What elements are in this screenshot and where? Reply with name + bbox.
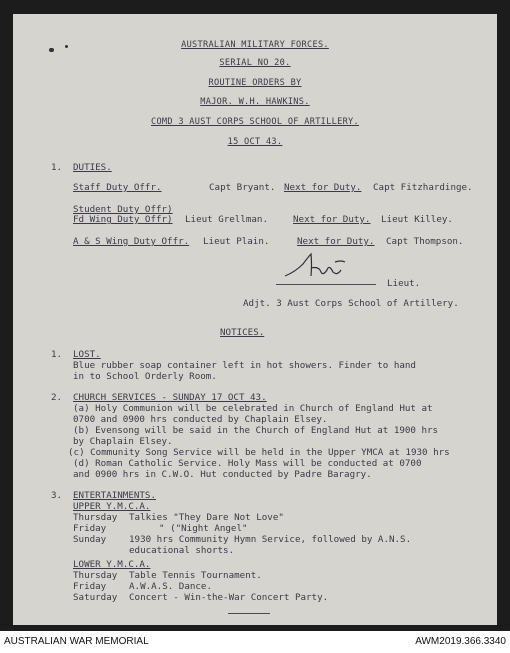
lost-title: LOST. (73, 349, 101, 360)
upper-day-1: Thursday (73, 512, 118, 523)
lower-day-1: Thursday (73, 570, 118, 581)
lost-number: 1. (51, 349, 63, 360)
church-line-3: (b) Evensong will be said in the Church of England Hut at 1900 hrs (73, 425, 439, 436)
upper-day-3: Sunday (73, 534, 107, 545)
entertainment-number: 3. (51, 490, 63, 501)
upper-event-1: Talkies "They Dare Not Love" (129, 512, 284, 523)
church-line-1: (a) Holy Communion will be celebrated in Church of England Hut at (73, 403, 433, 414)
duty-next-label-staff: Next for Duty. (284, 182, 362, 193)
duty-next-name-as-wing: Capt Thompson. (386, 236, 464, 247)
duty-role-as-wing: A & S Wing Duty Offr. (73, 236, 190, 247)
footer-accession-number: AWM2019.366.3340 (415, 636, 506, 647)
upper-event-2: " ("Night Angel" (159, 523, 248, 534)
lower-event-1: Table Tennis Tournament. (129, 570, 262, 581)
signature-rank: Lieut. (387, 278, 421, 289)
duty-name-as-wing: Lieut Plain. (203, 236, 270, 247)
lower-day-2: Friday (73, 581, 107, 592)
church-line-4: by Chaplain Elsey. (73, 436, 173, 447)
lower-ymca-title: LOWER Y.M.C.A. (73, 559, 151, 570)
church-line-5: (c) Community Song Service will be held in the Upper YMCA at 1930 hrs (68, 447, 450, 458)
upper-day-2: Friday (73, 523, 107, 534)
header-line-3: ROUTINE ORDERS BY (208, 78, 302, 88)
duty-next-name-student: Lieut Killey. (381, 214, 453, 225)
church-line-6: (d) Roman Catholic Service. Holy Mass will be conducted at 0700 (73, 458, 422, 469)
lost-line-2: in to School Orderly Room. (73, 371, 217, 382)
lower-event-3: Concert - Win-the-War Concert Party. (129, 592, 329, 603)
header-line-2: SERIAL NO 20. (219, 58, 291, 68)
header-line-6: 15 OCT 43. (227, 137, 283, 147)
duty-name-staff: Capt Bryant. (209, 182, 276, 193)
upper-event-3-cont: educational shorts. (129, 545, 235, 556)
church-line-7: and 0900 hrs in C.W.O. Hut conducted by Padre Baragry. (73, 469, 372, 480)
church-title: CHURCH SERVICES - SUNDAY 17 OCT 43. (73, 392, 267, 403)
signature (281, 250, 361, 284)
lower-day-3: Saturday (73, 592, 118, 603)
header-line-1: AUSTRALIAN MILITARY FORCES. (181, 40, 329, 50)
signature-title: Adjt. 3 Aust Corps School of Artillery. (243, 298, 459, 309)
lower-event-2: A.W.A.S. Dance. (129, 581, 212, 592)
header-line-5: COMD 3 AUST CORPS SCHOOL OF ARTILLERY. (150, 117, 359, 127)
duty-next-name-staff: Capt Fitzhardinge. (373, 182, 473, 193)
end-rule (228, 613, 270, 614)
notices-title: NOTICES. (220, 327, 265, 338)
duty-role-student-a: Student Duty Offr) (73, 204, 173, 215)
duties-number: 1. (51, 162, 63, 173)
header-line-4: MAJOR. W.H. HAWKINS. (200, 97, 310, 107)
footer-institution: AUSTRALIAN WAR MEMORIAL (4, 636, 149, 647)
lost-line-1: Blue rubber soap container left in hot showers. Finder to hand (73, 360, 416, 371)
duties-title: DUTIES. (73, 162, 112, 173)
duty-role-student-b: Fd Wing Duty Offr) (73, 214, 173, 225)
signature-line (276, 284, 376, 285)
duty-role-staff: Staff Duty Offr. (73, 182, 162, 193)
upper-event-3: 1930 hrs Community Hymn Service, followed by A.N.S. (129, 534, 412, 545)
duty-next-label-as-wing: Next for Duty. (297, 236, 375, 247)
entertainment-title: ENTERTAINMENTS. (73, 490, 156, 501)
document-page (13, 14, 497, 625)
upper-ymca-title: UPPER Y.M.C.A. (73, 501, 151, 512)
duty-name-student: Lieut Grellman. (185, 214, 268, 225)
church-number: 2. (51, 392, 63, 403)
duty-next-label-student: Next for Duty. (293, 214, 371, 225)
archive-footer (0, 631, 510, 653)
church-line-2: 0700 and 0900 hrs conducted by Chaplain Elsey. (73, 414, 328, 425)
